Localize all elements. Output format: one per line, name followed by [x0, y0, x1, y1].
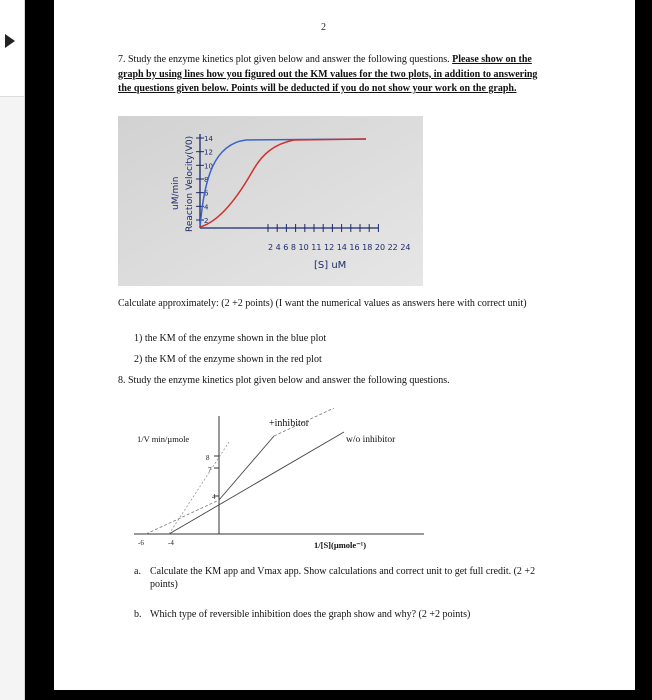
- x-tick-labels: 2 4 6 8 10 11 12 14 16 18 20 22 24: [268, 243, 411, 252]
- x-axis-label: [S] uM: [314, 260, 347, 271]
- document-page: [54, 0, 635, 690]
- y-tick-label: 6: [204, 189, 209, 198]
- y-tick-8: 8: [206, 454, 210, 462]
- line-wo-inhibitor: [169, 432, 344, 534]
- y-tick-label: 10: [204, 162, 213, 171]
- mm-plot-svg: [118, 116, 423, 286]
- y-tick-label: 12: [204, 148, 213, 157]
- question-7-instructions: Please show on the graph by using lines how you figured out the KM values for the two plots, in addition to answering the questions given below. Points will be deducted if you do not show your work on the graph.: [118, 54, 538, 94]
- question-7: [118, 53, 538, 97]
- lb-plot: [134, 408, 434, 558]
- calc-item-1: 1) the KM of the enzyme shown in the blue plot: [134, 333, 327, 344]
- play-icon[interactable]: [5, 34, 15, 48]
- page-number: 2: [321, 22, 326, 33]
- lb-y-label: 1/V min/µmole: [137, 434, 190, 444]
- x-tick-minus-6: -6: [138, 539, 144, 547]
- y-tick-label: 2: [204, 217, 209, 225]
- label-inhibitor: +inhibitor: [269, 418, 310, 429]
- question-b-marker: b.: [134, 609, 142, 620]
- left-sidebar: [0, 0, 25, 700]
- photo-background: [118, 116, 423, 286]
- question-b-text: Which type of reversible inhibition does the graph show and why? (2 +2 points): [150, 609, 471, 620]
- dashed-extrapolation-inhibitor: [146, 500, 219, 534]
- lb-x-label: 1/[S](µmole⁻¹): [314, 540, 367, 550]
- y-axis-label: Reaction Velocity(V0): [185, 135, 195, 232]
- x-tick-minus-4: -4: [168, 539, 174, 547]
- photo-mm-plot: [118, 116, 423, 286]
- y-tick-label: 8: [204, 176, 209, 184]
- y-tick-label: 14: [204, 135, 213, 143]
- question-7-lead: 7. Study the enzyme kinetics plot given below and answer the following questions.: [118, 54, 453, 65]
- label-wo-inhibitor: w/o inhibitor: [346, 435, 396, 445]
- calc-instructions: Calculate approximately: (2 +2 points) (I want the numerical values as answers here with correct unit): [118, 298, 527, 309]
- y-tick-4: 4: [212, 493, 216, 501]
- dashed-guide: [169, 442, 229, 534]
- y-tick-7: 7: [208, 466, 212, 474]
- question-a-text: Calculate the KM app and Vmax app. Show calculations and correct unit to get full credit. (2 +2 points): [150, 566, 536, 590]
- calc-item-2: 2) the KM of the enzyme shown in the red plot: [134, 354, 322, 365]
- y-units: uM/min: [171, 176, 181, 210]
- line-inhibitor: [219, 436, 274, 500]
- question-a-marker: a.: [134, 566, 141, 577]
- question-8: 8. Study the enzyme kinetics plot given below and answer the following questions.: [118, 375, 450, 386]
- y-tick-label: 4: [204, 203, 209, 212]
- sidebar-tab[interactable]: [0, 0, 24, 97]
